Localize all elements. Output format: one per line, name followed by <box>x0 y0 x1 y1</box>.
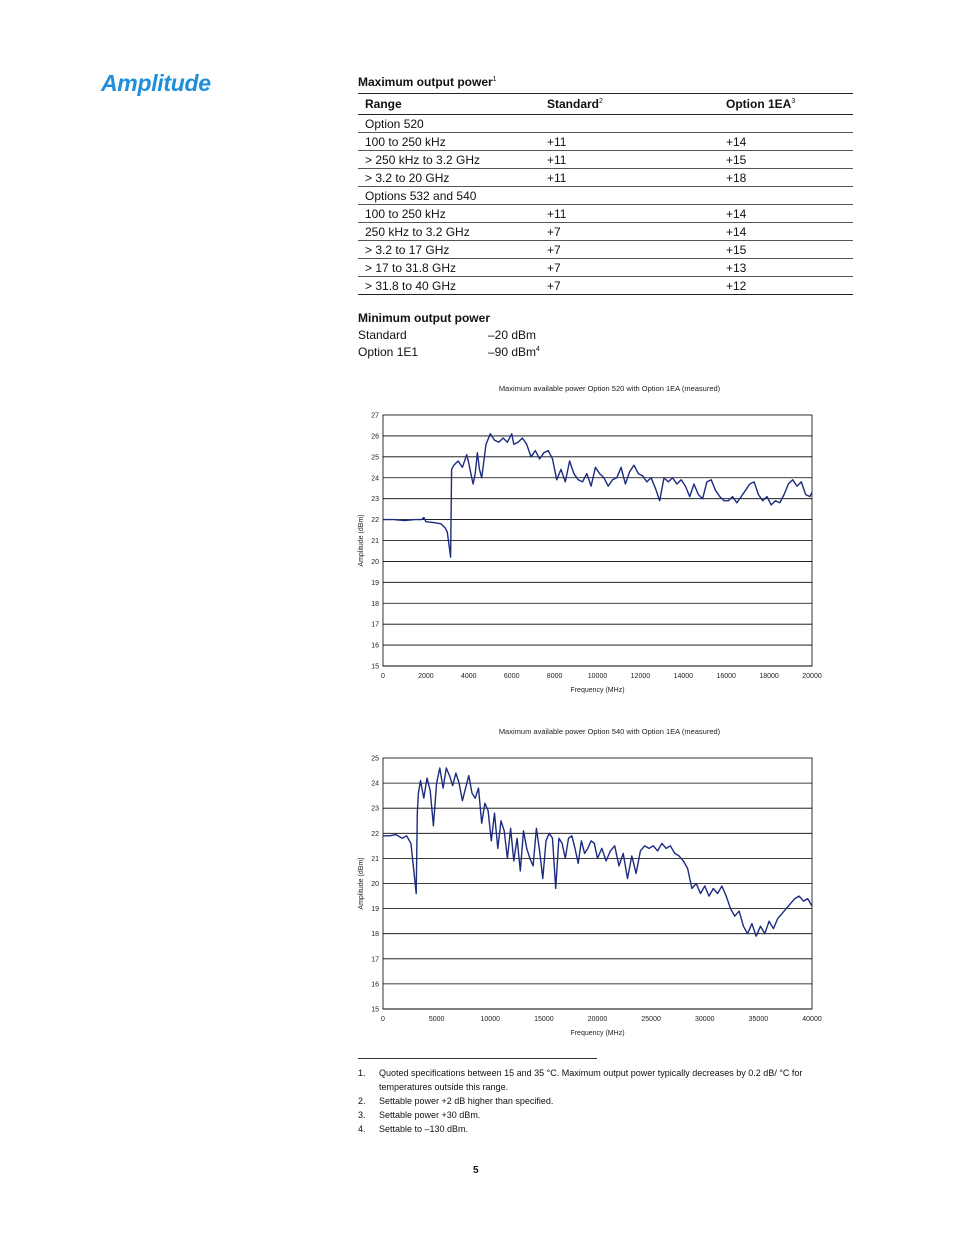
cell-standard: +11 <box>540 151 719 169</box>
x-tick-label: 12000 <box>630 673 651 680</box>
cell-range: > 3.2 to 17 GHz <box>358 241 540 259</box>
cell-range: > 250 kHz to 3.2 GHz <box>358 151 540 169</box>
col-header-range: Range <box>358 94 540 115</box>
cell-range: > 3.2 to 20 GHz <box>358 169 540 187</box>
table-row <box>358 169 853 187</box>
y-tick-label: 16 <box>371 981 379 989</box>
cell-option-1ea: +15 <box>719 241 853 259</box>
table-row <box>358 187 853 205</box>
cell-standard: +11 <box>540 133 719 151</box>
cell-option-1ea: +14 <box>719 205 853 223</box>
y-axis-label: Amplitude (dBm) <box>358 857 365 910</box>
cell-option-1ea: +14 <box>719 223 853 241</box>
y-tick-label: 18 <box>371 931 379 939</box>
footnote: 2. Settable power +2 dB higher than specified. <box>358 1096 554 1106</box>
table-row <box>358 259 853 277</box>
cell-range: 100 to 250 kHz <box>358 133 540 151</box>
min-power-title: Minimum output power <box>358 311 490 325</box>
table-row <box>358 151 853 169</box>
y-tick-label: 25 <box>371 755 379 763</box>
table-row <box>358 277 853 295</box>
x-tick-label: 20000 <box>587 1016 608 1023</box>
cell-option-1ea <box>719 187 853 205</box>
cell-standard: +11 <box>540 169 719 187</box>
table-header-row <box>358 94 853 115</box>
min-power-row <box>358 328 537 342</box>
y-tick-label: 19 <box>371 906 379 914</box>
cell-range: > 17 to 31.8 GHz <box>358 259 540 277</box>
x-tick-label: 16000 <box>716 673 736 680</box>
min-power-value: –20 dBm <box>488 328 537 342</box>
x-tick-label: 20000 <box>802 673 822 680</box>
cell-option-1ea: +14 <box>719 133 853 151</box>
x-tick-label: 6000 <box>503 673 520 680</box>
footnote-divider <box>358 1058 597 1059</box>
x-tick-label: 8000 <box>546 673 563 680</box>
cell-range: Options 532 and 540 <box>358 187 540 205</box>
page-heading: Amplitude <box>101 70 211 96</box>
x-tick-label: 35000 <box>748 1016 769 1023</box>
y-tick-label: 22 <box>371 517 379 525</box>
series-line <box>383 434 812 557</box>
cell-standard: +11 <box>540 205 719 223</box>
x-tick-label: 14000 <box>673 673 694 680</box>
y-tick-label: 24 <box>371 475 379 483</box>
max-power-table <box>358 93 853 295</box>
cell-standard: +7 <box>540 259 719 277</box>
cell-option-1ea: +18 <box>719 169 853 187</box>
y-tick-label: 21 <box>371 855 379 863</box>
y-tick-label: 24 <box>371 780 379 788</box>
cell-range: 100 to 250 kHz <box>358 205 540 223</box>
cell-standard: +7 <box>540 223 719 241</box>
cell-option-1ea: +15 <box>719 151 853 169</box>
chart-title: Maximum available power Option 540 with Option 1EA (measured) <box>498 727 721 736</box>
y-tick-label: 17 <box>371 956 379 964</box>
footnote: 4. Settable to –130 dBm. <box>358 1124 469 1134</box>
min-power-row <box>358 345 540 359</box>
x-tick-label: 0 <box>381 673 385 680</box>
y-tick-label: 26 <box>371 433 379 441</box>
x-tick-label: 10000 <box>480 1016 500 1023</box>
x-tick-label: 0 <box>381 1016 385 1023</box>
cell-range: > 31.8 to 40 GHz <box>358 277 540 295</box>
y-tick-label: 22 <box>371 830 379 838</box>
cell-range: Option 520 <box>358 115 540 133</box>
col-header-standard: Standard$^2$ <box>540 94 719 115</box>
cell-option-1ea <box>719 115 853 133</box>
y-tick-label: 21 <box>371 538 379 545</box>
col-header-option-1ea: Option $1EA^3$ <box>719 94 853 115</box>
cell-standard: +7 <box>540 241 719 259</box>
cell-option-1ea: +13 <box>719 259 853 277</box>
min-power-label: Option 1E1 <box>358 345 419 359</box>
footnote: 1. Quoted specifications between 15 and 35 °C. Maximum output power typically decreases by 0.2 dB/ °C for temperatures outside this range. <box>358 1068 803 1092</box>
series-line <box>383 768 812 936</box>
max-power-title: Maximum output power$^1$ <box>358 75 497 89</box>
y-tick-label: 23 <box>371 496 379 504</box>
chart-option-540 <box>350 721 830 1043</box>
table-row <box>358 223 853 241</box>
y-tick-label: 20 <box>371 881 379 888</box>
table-row <box>358 205 853 223</box>
min-power-label: Standard <box>358 328 407 342</box>
y-tick-label: 15 <box>371 663 379 671</box>
footnote-ref: 1 <box>492 76 497 83</box>
chart-title: Maximum available power Option 520 with Option 1EA (measured) <box>498 384 721 393</box>
cell-range: 250 kHz to 3.2 GHz <box>358 223 540 241</box>
x-tick-label: 25000 <box>641 1016 661 1023</box>
x-tick-label: 5000 <box>428 1016 445 1023</box>
y-tick-label: 16 <box>371 642 379 650</box>
footnote: 3. Settable power +30 dBm. <box>358 1110 481 1120</box>
x-tick-label: 15000 <box>534 1016 554 1023</box>
x-tick-label: 40000 <box>802 1016 822 1023</box>
y-tick-label: 25 <box>371 454 379 462</box>
x-axis-label: Frequency (MHz) <box>570 1030 625 1037</box>
cell-standard <box>540 115 719 133</box>
cell-option-1ea: +12 <box>719 277 853 295</box>
y-tick-label: 20 <box>371 558 379 566</box>
y-tick-label: 15 <box>371 1006 379 1014</box>
y-tick-label: 27 <box>371 412 379 420</box>
min-power-value: –90 dBm$^4$ <box>488 345 540 359</box>
y-axis-label: Amplitude (dBm) <box>358 514 365 567</box>
table-row <box>358 241 853 259</box>
x-tick-label: 10000 <box>587 673 608 680</box>
cell-standard <box>540 187 719 205</box>
y-tick-label: 17 <box>371 621 379 629</box>
x-tick-label: 30000 <box>695 1016 715 1023</box>
page-number: 5 <box>473 1165 479 1176</box>
x-tick-label: 4000 <box>461 673 477 680</box>
cell-standard: +7 <box>540 277 719 295</box>
y-tick-label: 19 <box>371 579 379 587</box>
chart-option-520 <box>350 378 830 700</box>
x-axis-label: Frequency (MHz) <box>570 687 625 694</box>
table-row <box>358 115 853 133</box>
x-tick-label: 2000 <box>418 673 434 680</box>
y-tick-label: 23 <box>371 805 379 813</box>
y-tick-label: 18 <box>371 600 379 608</box>
footnotes <box>358 1066 848 1136</box>
x-tick-label: 18000 <box>759 673 779 680</box>
table-row <box>358 133 853 151</box>
